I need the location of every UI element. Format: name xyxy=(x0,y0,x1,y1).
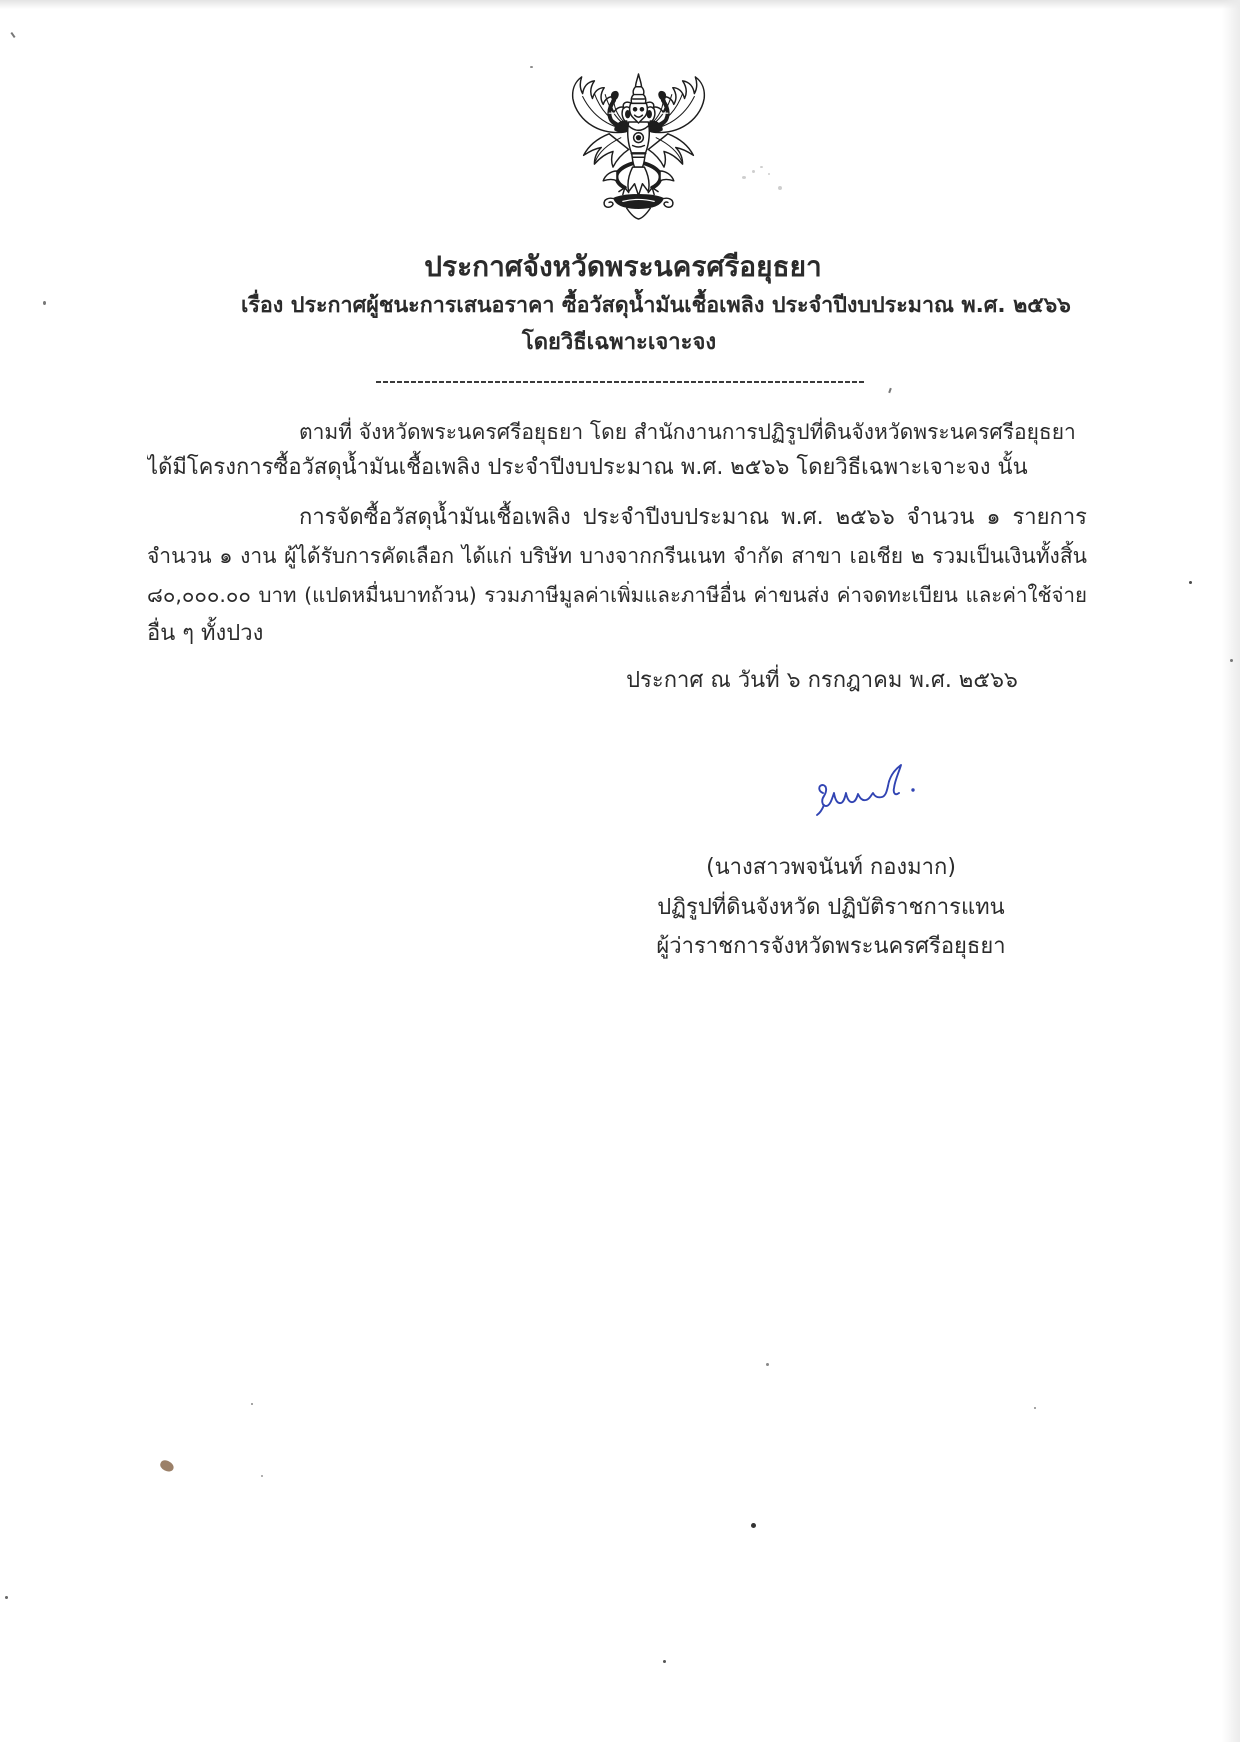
separator-line xyxy=(376,381,864,383)
scan-smudge xyxy=(752,170,755,173)
scan-speck xyxy=(43,301,46,305)
scan-smudge xyxy=(778,186,782,190)
announcement-date: ประกาศ ณ วันที่ ๖ กรกฎาคม พ.ศ. ๒๕๖๖ xyxy=(626,668,1018,693)
scan-edge-right xyxy=(1222,0,1240,1742)
scan-smudge xyxy=(760,166,763,168)
body-line: ๘๐,๐๐๐.๐๐ บาท (แปดหมื่นบาทถ้วน) รวมภาษีมูลค่าเพิ่มและภาษีอื่น ค่าขนส่ง ค่าจดทะเบียน และค่าใช้จ่าย xyxy=(147,583,1087,607)
signatory-position-line-1: ปฏิรูปที่ดินจังหวัด ปฏิบัติราชการแทน xyxy=(657,895,1005,920)
body-line: การจัดซื้อวัสดุน้ำมันเชื้อเพลิง ประจำปีงบประมาณ พ.ศ. ๒๕๖๖ จำนวน ๑ รายการ xyxy=(299,505,1087,530)
body-line: ได้มีโครงการซื้อวัสดุน้ำมันเชื้อเพลิง ประจำปีงบประมาณ พ.ศ. ๒๕๖๖ โดยวิธีเฉพาะเจาะจง นั้น xyxy=(147,455,1028,480)
scan-speck xyxy=(530,66,533,68)
emblem-right-half xyxy=(643,77,704,207)
body-line: จำนวน ๑ งาน ผู้ได้รับการคัดเลือก ได้แก่ บริษัท บางจากกรีนเนท จำกัด สาขา เอเชีย ๒ รวมเป็นเงินทั้งสิ้น xyxy=(147,544,1087,568)
scan-speck xyxy=(888,388,892,393)
scan-speck xyxy=(10,32,15,38)
scan-speck xyxy=(251,1403,253,1405)
emblem-head xyxy=(630,74,648,123)
scan-stain xyxy=(159,1459,176,1474)
scan-smudge xyxy=(742,176,746,179)
scan-edge-top xyxy=(0,0,1240,9)
scan-speck xyxy=(1189,581,1192,584)
body-line: อื่น ๆ ทั้งปวง xyxy=(147,621,264,646)
announcement-title: ประกาศจังหวัดพระนครศรีอยุธยา xyxy=(424,250,822,283)
scan-speck xyxy=(261,1475,263,1477)
scan-smudge xyxy=(768,173,770,175)
scan-speck xyxy=(5,1596,8,1599)
body-line: ตามที่ จังหวัดพระนครศรีอยุธยา โดย สำนักงานการปฏิรูปที่ดินจังหวัดพระนครศรีอยุธยา xyxy=(299,420,1076,444)
garuda-emblem-icon xyxy=(569,73,708,220)
scan-speck xyxy=(766,1363,769,1366)
handwritten-signature xyxy=(814,760,919,816)
procurement-method-line: โดยวิธีเฉพาะเจาะจง xyxy=(521,330,717,355)
scan-speck xyxy=(751,1523,756,1528)
subject-line: เรื่อง ประกาศผู้ชนะการเสนอราคา ซื้อวัสดุน้ำมันเชื้อเพลิง ประจำปีงบประมาณ พ.ศ. ๒๕๖๖ xyxy=(241,293,1071,318)
emblem-left-half xyxy=(573,77,634,207)
signatory-name: (นางสาวพจนันท์ กองมาก) xyxy=(706,855,956,880)
scan-speck xyxy=(1230,659,1233,662)
signatory-position-line-2: ผู้ว่าราชการจังหวัดพระนครศรีอยุธยา xyxy=(656,934,1006,959)
scan-speck xyxy=(663,1660,666,1663)
scan-speck xyxy=(1034,1407,1036,1409)
